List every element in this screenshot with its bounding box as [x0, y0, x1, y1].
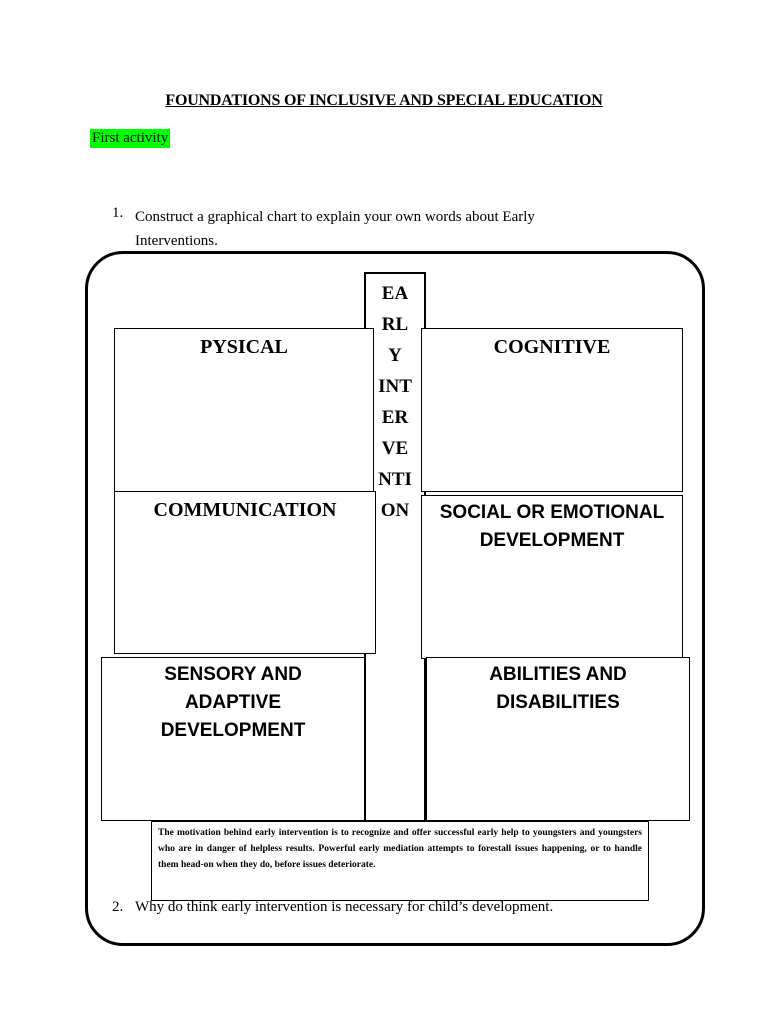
physical-label: PYSICAL: [200, 336, 288, 358]
center-line: RL: [381, 314, 409, 335]
note-text: The motivation behind early intervention is to recognize and offer successful early help to youngsters and youngsters who are in danger of helpless results. Powerful early mediation attempts to forestall issues happening, or to handle them head-on when they do, before issues deteriorate.: [158, 828, 642, 870]
center-line: VE: [381, 438, 409, 459]
center-line: INT: [378, 376, 412, 397]
social-emotional-box: [421, 495, 683, 659]
question-2-number: 2.: [112, 899, 124, 915]
center-line: ON: [380, 500, 410, 521]
abilities-disabilities-label: ABILITIES AND DISABILITIES: [489, 664, 627, 713]
center-line: NTI: [378, 469, 412, 490]
sensory-adaptive-box: [101, 657, 365, 821]
sensory-adaptive-label: SENSORY AND ADAPTIVE DEVELOPMENT: [160, 664, 306, 741]
early-intervention-label: [364, 278, 426, 526]
cognitive-label: COGNITIVE: [493, 336, 611, 358]
center-line: Y: [388, 345, 402, 366]
document-title: FOUNDATIONS OF INCLUSIVE AND SPECIAL EDUCATION: [165, 92, 603, 109]
cognitive-box: [421, 328, 683, 492]
communication-label: COMMUNICATION: [153, 499, 337, 521]
question-1-text: Construct a graphical chart to explain your own words about Early Interventions.: [135, 209, 535, 249]
center-line: ER: [381, 407, 409, 428]
center-line: EA: [381, 283, 409, 304]
activity-label: First activity: [92, 130, 169, 146]
question-2-text: Why do think early intervention is necessary for child’s development.: [135, 899, 554, 915]
communication-box: [114, 491, 376, 654]
social-emotional-label: SOCIAL OR EMOTIONAL DEVELOPMENT: [439, 502, 665, 551]
question-1-number: 1.: [112, 205, 124, 221]
abilities-disabilities-box: [426, 657, 690, 821]
physical-box: [114, 328, 374, 492]
